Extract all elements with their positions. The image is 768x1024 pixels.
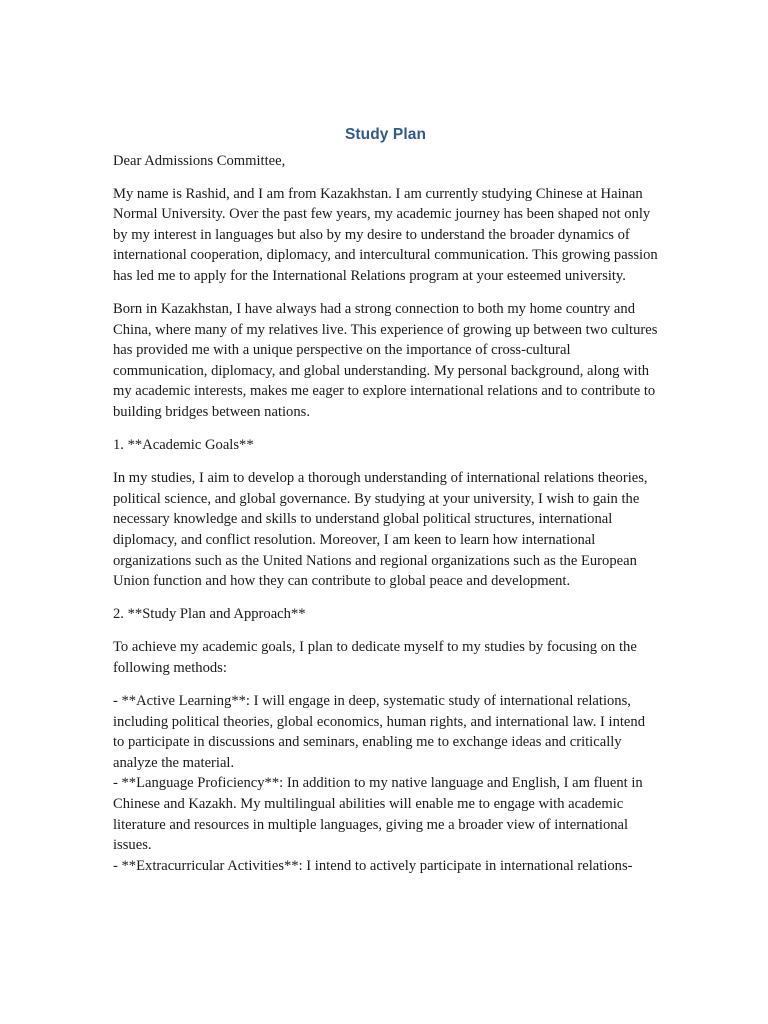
paragraph-academic-goals: In my studies, I aim to develop a thorough understanding of international relations theories, political science, and global governance. By studying at your university, I wish to gain the necessary knowledge and skills to understand global political structures, international diplomacy, and conflict resolution. Moreover, I am keen to learn how international organizations such as the United Nations and regional organizations such as the European Union function and how they can contribute to global peace and development.: [113, 470, 648, 590]
bullet-list: [113, 691, 658, 876]
document-page: [113, 124, 658, 876]
paragraph-background: Born in Kazakhstan, I have always had a strong connection to both my home country and China, where many of my relatives live. This experience of growing up between two cultures has provided me with a unique perspective on the importance of cross-cultural communication, diplomacy, and global understanding. My personal background, along with my academic interests, makes me eager to explore international relations and to contribute to building bridges between nations.: [113, 301, 658, 421]
bullet-extracurricular-activities: - **Extracurricular Activities**: I intend to actively participate in international relations-: [113, 857, 633, 874]
paragraph-introduction: My name is Rashid, and I am from Kazakhstan. I am currently studying Chinese at Hainan Normal University. Over the past few years, my academic journey has been shaped not only by my interest in languages but also by my desire to understand the broader dynamics of international cooperation, diplomacy, and intercultural communication. This growing passion has led me to apply for the International Relations program at your esteemed university.: [113, 185, 658, 284]
bullet-active-learning: - **Active Learning**: I will engage in deep, systematic study of international relations, including political theories, global economics, human rights, and international law. I intend to participate in discussions and seminars, enabling me to exchange ideas and critically analyze the material.: [113, 693, 646, 771]
document-title: Study Plan: [344, 126, 427, 143]
section-heading-academic-goals: 1. **Academic Goals**: [113, 437, 254, 454]
paragraph-study-plan-intro: To achieve my academic goals, I plan to dedicate myself to my studies by focusing on the following methods:: [113, 639, 637, 676]
salutation: Dear Admissions Committee,: [113, 153, 286, 169]
bullet-language-proficiency: - **Language Proficiency**: In addition to my native language and English, I am fluent in Chinese and Kazakh. My multilingual abilities will enable me to engage with academic literature and resources in multiple languages, giving me a broader view of international issues.: [113, 775, 643, 854]
section-heading-study-plan: 2. **Study Plan and Approach**: [113, 606, 306, 623]
